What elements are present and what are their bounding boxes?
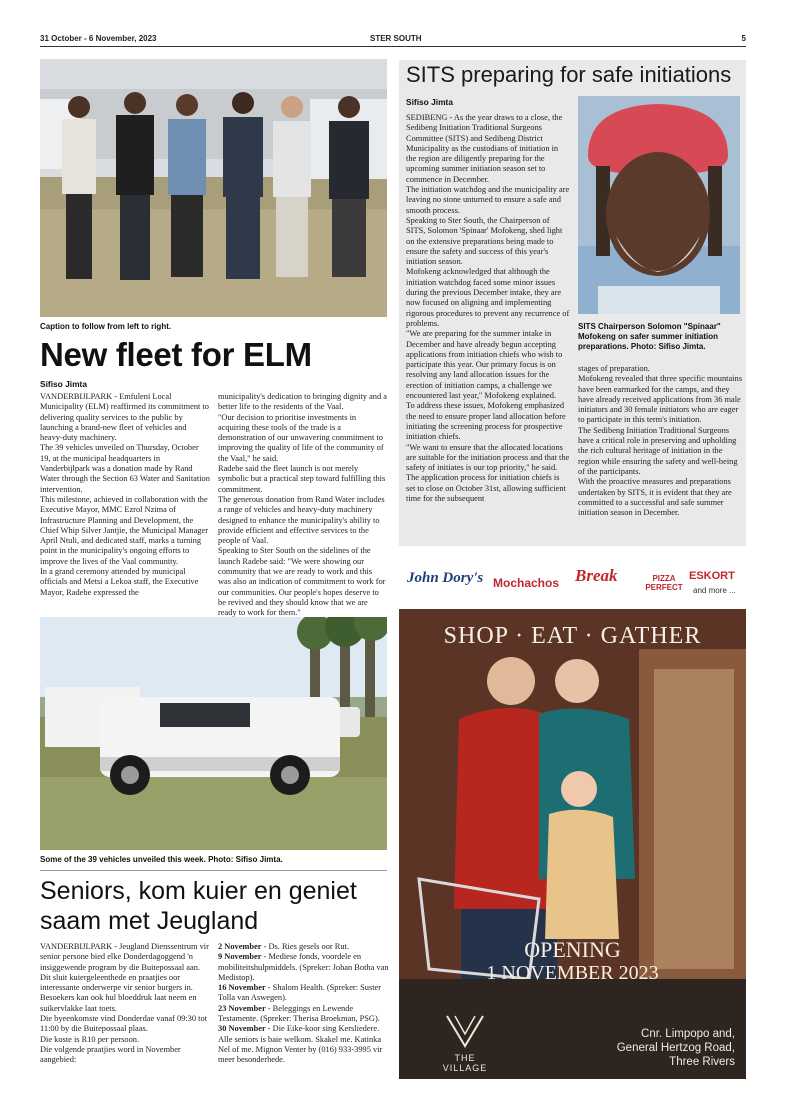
address-line: General Hertzog Road,	[616, 1042, 735, 1054]
fleet-paragraph: municipality's dedication to bringing dignity and a better life to the residents of the Vaal.	[218, 392, 387, 412]
fleet-paragraph: Speaking to Ster South on the sidelines of the launch Radebe said: "We were showing our community that we are ready to work and this was also an indication of commitment to work for our communities. Our people's hopes deserve to be revived and they should know that we are ready to work for them."	[218, 546, 386, 618]
schedule-date: 9 November	[218, 952, 262, 962]
seniors-headline: Seniors, kom kuier en geniet saam met Jeugland	[40, 877, 357, 935]
publication-name: STER SOUTH	[370, 34, 422, 43]
vehicles-photo	[40, 617, 387, 850]
john-dorys-logo: John Dory's	[407, 570, 484, 586]
fleet-paragraph: This milestone, achieved in collaboration with the Executive Mayor, MMC Ezrol Nzima of Infrastructure Planning and Development, the Chief Whip Silver Jantjie, the Municipal Manager April Ntuli, and dedicated staff, marks a turning point in the municipality's ongoing efforts to improve the lives of the Vaal community.	[40, 494, 209, 566]
seniors-paragraph: Dit sluit kuiergeleenthede en praatjies oor interessante onderwerpe vir senior burgers in.	[40, 972, 193, 993]
fleet-byline: Sifiso Jimta	[40, 379, 88, 389]
sits-paragraph: SEDIBENG - As the year draws to a close, the Sedibeng Initiation Traditional Surgeons Committee (SITS) and Sedibeng District Municipality as the custodians of initiation in the region are diligently preparing for the upcoming summer initiation season set to commence in December.	[406, 113, 563, 184]
sits-headline: SITS preparing for safe initiations	[406, 62, 732, 87]
page-number: 5	[741, 34, 746, 43]
sits-paragraph: To address these issues, Mofokeng emphasized the need to ensure proper land allocation before initiating the screening process for prospective initiation chiefs.	[406, 401, 566, 442]
fleet-paragraph: VANDERBIJLPARK - Emfuleni Local Municipality (ELM) reaffirmed its commitment to delivering quality services to the public by launching a brand-new fleet of vehicles and heavy-duty machinery.	[40, 392, 209, 443]
issue-date: 31 October - 6 November, 2023	[40, 34, 157, 43]
mochachos-logo: Mochachos	[493, 576, 560, 590]
schedule-text: - Die Eike-koor sing Kersliedere.	[265, 1024, 380, 1034]
portrait-caption: SITS Chairperson Solomon "Spinaar" Mofokeng on safer summer initiation preparations. Photo: Sifiso Jimta.	[578, 322, 721, 351]
sits-paragraph: The application process for initiation chiefs is set to close on October 31st, allowing sufficient time for the subsequent	[406, 473, 566, 503]
sits-paragraph: Mofokeng acknowledged that although the initiation watchdog faced some minor issues during the previous December intake, they are now focused on aligning and implementing rigorous procedures to prevent any recurrence of problems.	[406, 267, 570, 328]
sits-paragraph: Mofokeng revealed that three specific mountains have been earmarked for the camps, and they have already received applications from 36 male initiators and 30 female initiators who are eager to participate in this term's initiation.	[578, 374, 742, 425]
portrait-photo	[578, 96, 740, 314]
schedule-date: 23 November	[218, 1003, 266, 1013]
opening-label: OPENING	[524, 937, 621, 962]
venue-name: VILLAGE	[442, 1063, 488, 1073]
sits-paragraph: "We are preparing for the summer intake in December and have already begun accepting applications from initiation chiefs who wish to participate this year. Our primary focus is on resolving any land allocation issues for the erection of initiation camps, a challenge we encountered last year," Mofokeng explained.	[406, 329, 563, 401]
fleet-paragraph: The generous donation from Rand Water includes a range of vehicles and heavy-duty machinery designed to enhance the municipality's ability to provide efficient and effective services to the people of Vaal.	[218, 494, 385, 546]
pizza-perfect-logo: PIZZA PERFECT	[645, 574, 683, 592]
sits-column-1	[406, 113, 570, 504]
sits-paragraph: stages of preparation.	[578, 364, 650, 373]
schedule-date: 16 November	[218, 983, 266, 993]
seniors-paragraph: Die koste is R10 per persoon.	[40, 1034, 140, 1044]
schedule-text: - Ds. Ries gesels oor Rut.	[261, 942, 349, 951]
header-rule	[40, 46, 746, 47]
sits-paragraph: The initiation watchdog and the municipality are leaving no stone unturned to ensure a safe and smooth process.	[406, 185, 570, 215]
the-village-logo	[435, 1014, 495, 1073]
schedule-date: 2 November	[218, 942, 262, 951]
address-line: Three Rivers	[669, 1056, 735, 1068]
address-line: Cnr. Limpopo and,	[641, 1028, 735, 1040]
sits-paragraph: The Sedibeng Initiation Traditional Surgeons have a critical role in preserving and upholding the rich cultural heritage of initiation in the region while ensuring the safety and well-being of the participants.	[578, 425, 738, 476]
sits-paragraph: Speaking to Ster South, the Chairperson of SITS, Solomon 'Spinaar' Mofokeng, shed light on the extensive preparations being made to ensure the safety and success of this year's initiation season.	[406, 215, 563, 267]
fleet-column-2	[218, 392, 387, 619]
seniors-paragraph: Besoekers kan ook hul bloeddruk laat neem en suikervlakke laat toets.	[40, 993, 197, 1013]
section-divider	[40, 870, 387, 871]
schedule-text: - Mediese fonds, voordele en mobiliteitshulpmiddels. (Spreker: Johan Botha van Medistop).	[218, 952, 389, 982]
opening-date: 1 NOVEMBER 2023	[486, 962, 659, 984]
fleet-paragraph: The 39 vehicles unveiled on Thursday, October 19, at the municipal headquarters in Vanderbijlpark was a donation made by Rand Water through the Section 63 Water and Sanitation intervention.	[40, 443, 210, 494]
fleet-paragraph: In a grand ceremony attended by municipal officials and Metsi a Lekoa staff, the Executive Mayor, Radebe expressed the	[40, 567, 199, 597]
page-header	[40, 34, 746, 46]
fleet-paragraph: "Our decision to prioritise investments in acquiring these tools of the trade is a demonstration of our unwavering commitment to improving the quality of life of the community of the Vaal," he said.	[218, 412, 384, 463]
seniors-column-2	[218, 942, 390, 1066]
break-logo: Break	[575, 566, 618, 585]
schedule-item	[218, 942, 390, 952]
and-more-text: and more ...	[693, 586, 736, 595]
schedule-date: 30 November	[218, 1024, 266, 1034]
fleet-headline: New fleet for ELM	[40, 336, 312, 373]
fleet-paragraph: Radebe said the fleet launch is not merely symbolic but a practical step toward fulfilling this commitment.	[218, 464, 386, 494]
advert-tagline: SHOP · EAT · GATHER	[443, 623, 702, 649]
seniors-closing: Alle seniors is baie welkom. Skakel me. Katinka Nel of me. Mignon Venter by (016) 933-3995 vir meer besonderhede.	[218, 1034, 383, 1065]
village-advert	[399, 609, 746, 1079]
sits-column-2	[578, 364, 742, 518]
venue-the: THE	[454, 1053, 476, 1063]
schedule-item	[218, 1024, 390, 1034]
schedule-item	[218, 952, 390, 983]
schedule-text: - Shalom Health. (Spreker: Suster Tolla van Aswegen).	[218, 983, 382, 1003]
seniors-column-1	[40, 942, 210, 1066]
seniors-paragraph: Die volgende praatjies word in November aangebied:	[40, 1044, 181, 1065]
group-photo-caption: Caption to follow from left to right.	[40, 322, 172, 331]
seniors-paragraph: Die byeenkomste vind Donderdae vanaf 09:30 tot 11:00 by die Buitepossaal plaas.	[40, 1014, 207, 1034]
seniors-paragraph: VANDERBIJLPARK - Jeugland Dienssentrum vir senior persone bied elke Donderdagoggend 'n insiggewende program by die Buitepossaal aan.	[40, 942, 209, 972]
advert-logo-strip	[399, 556, 746, 606]
sits-paragraph: With the proactive measures and preparations undertaken by SITS, it is evident that they are committed to a successful and safe summer initiation season in December.	[578, 477, 732, 518]
eskort-logo: ESKORT	[689, 570, 735, 582]
schedule-item	[218, 1004, 390, 1025]
schedule-text: - Beleggings en Lewende Testamente. (Spreker: Therisa Broekman, PSG).	[218, 1003, 380, 1024]
schedule-item	[218, 983, 390, 1004]
sits-byline: Sifiso Jimta	[406, 97, 454, 107]
village-v-icon	[445, 1014, 485, 1048]
fleet-column-1	[40, 392, 210, 598]
sits-paragraph: "We want to ensure that the allocated locations are suitable for the initiation process and that the safety of initiates is our top priority," he said.	[406, 442, 570, 473]
venue-address	[559, 1027, 735, 1069]
group-photo	[40, 59, 387, 317]
vehicles-photo-caption: Some of the 39 vehicles unveiled this week. Photo: Sifiso Jimta.	[40, 855, 283, 864]
